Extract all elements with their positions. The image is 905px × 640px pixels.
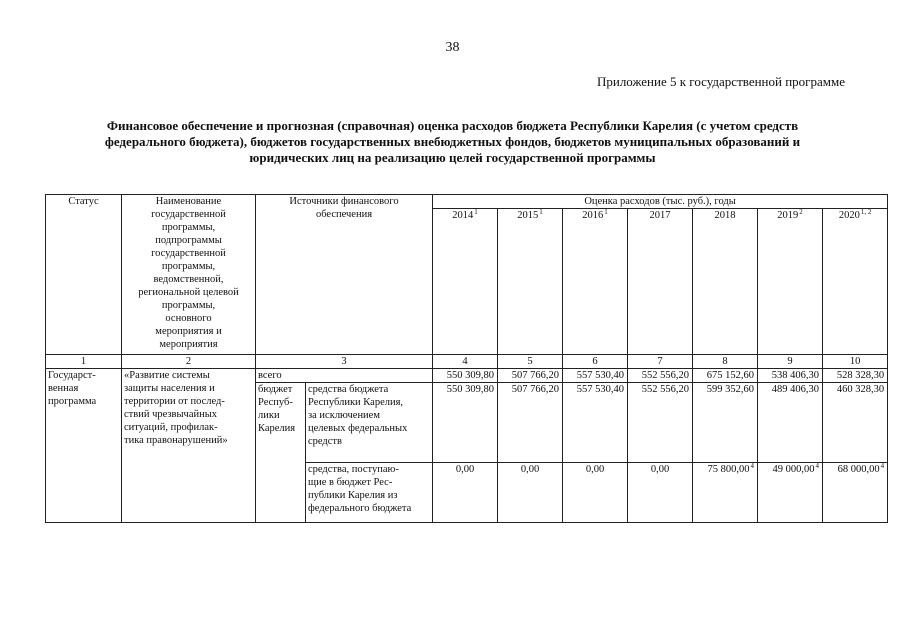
column-number: 4 — [433, 355, 498, 369]
value-cell — [563, 369, 628, 383]
year-label: 2020 — [838, 210, 860, 221]
value-number: 0,00 — [455, 464, 475, 475]
footnote-marker: 1 — [604, 208, 608, 216]
value-cell — [823, 383, 888, 463]
year-label: 2015 — [517, 210, 539, 221]
program-name: «Развитие системы защиты населения и территории от послед- ствий чрезвычайных ситуаций, профилак- тика правонарушений» — [122, 369, 256, 523]
value-number: 550 309,80 — [446, 384, 495, 395]
column-number: 9 — [758, 355, 823, 369]
header-name: Наименование государственной программы, подпрограммы государственной программы, ведомственной, региональной целевой программы, основного мероприятия и мероприятия — [122, 195, 256, 355]
value-cell — [823, 369, 888, 383]
footnote-marker: 4 — [815, 462, 820, 470]
value-number: 0,00 — [585, 464, 605, 475]
year-label: 2016 — [582, 210, 604, 221]
value-cell — [628, 463, 693, 523]
column-number: 5 — [498, 355, 563, 369]
program-status: Государст- венная программа — [46, 369, 122, 523]
footnote-marker: 4 — [880, 462, 885, 470]
value-cell — [433, 369, 498, 383]
title-line: юридических лиц на реализацию целей государственной программы — [249, 150, 656, 165]
value-number: 552 556,20 — [641, 384, 690, 395]
value-cell — [563, 383, 628, 463]
value-cell — [498, 383, 563, 463]
year-label: 2014 — [452, 210, 474, 221]
appendix-label: Приложение 5 к государственной программе — [596, 74, 845, 89]
value-number: 538 406,30 — [771, 370, 820, 381]
value-cell — [628, 369, 693, 383]
value-cell — [433, 463, 498, 523]
value-cell — [693, 463, 758, 523]
value-number: 507 766,20 — [511, 384, 560, 395]
value-number: 557 530,40 — [576, 370, 625, 381]
title-line: Финансовое обеспечение и прогнозная (справочная) оценка расходов бюджета Республики Карелия (с учетом средств — [106, 118, 799, 133]
value-number: 489 406,30 — [771, 384, 820, 395]
value-number: 552 556,20 — [641, 370, 690, 381]
footnote-marker: 1 — [539, 208, 543, 216]
value-cell — [498, 369, 563, 383]
year-header — [563, 209, 628, 355]
column-number: 10 — [823, 355, 888, 369]
value-cell — [498, 463, 563, 523]
source-rk-own: средства бюджета Республики Карелия, за исключением целевых федеральных средств — [306, 383, 433, 463]
year-header — [693, 209, 758, 355]
value-number: 49 000,00 — [772, 464, 815, 475]
value-number: 550 309,80 — [446, 370, 495, 381]
footnote-marker: 1 — [474, 208, 478, 216]
value-cell — [628, 383, 693, 463]
value-number: 0,00 — [650, 464, 670, 475]
value-number: 75 800,00 — [707, 464, 750, 475]
column-number: 7 — [628, 355, 693, 369]
column-number: 8 — [693, 355, 758, 369]
source-group-rk: бюджет Респуб- лики Карелия — [256, 383, 306, 523]
value-number: 507 766,20 — [511, 370, 560, 381]
column-number: 3 — [256, 355, 433, 369]
header-sources: Источники финансового обеспечения — [256, 195, 433, 355]
footnote-marker: 1, 2 — [860, 208, 872, 216]
source-total: всего — [256, 369, 433, 383]
header-estimate: Оценка расходов (тыс. руб.), годы — [433, 195, 888, 209]
source-federal: средства, поступаю- щие в бюджет Рес- публики Карелия из федерального бюджета — [306, 463, 433, 523]
value-cell — [823, 463, 888, 523]
column-number: 2 — [122, 355, 256, 369]
title-line: федерального бюджета), бюджетов государственных внебюджетных фондов, бюджетов муниципальных образований и — [104, 134, 801, 149]
value-number: 528 328,30 — [836, 370, 885, 381]
value-cell — [758, 383, 823, 463]
column-number: 6 — [563, 355, 628, 369]
year-header — [823, 209, 888, 355]
year-header — [628, 209, 693, 355]
value-cell — [433, 383, 498, 463]
value-number: 460 328,30 — [836, 384, 885, 395]
value-cell — [693, 383, 758, 463]
value-number: 675 152,60 — [706, 370, 755, 381]
year-header — [758, 209, 823, 355]
year-header — [498, 209, 563, 355]
year-label: 2017 — [649, 210, 671, 221]
value-number: 68 000,00 — [837, 464, 880, 475]
value-number: 599 352,60 — [706, 384, 755, 395]
value-cell — [693, 369, 758, 383]
year-label: 2018 — [714, 210, 736, 221]
header-status: Статус — [46, 195, 122, 355]
financing-table — [45, 194, 888, 523]
value-cell — [758, 369, 823, 383]
year-header — [433, 209, 498, 355]
document-title — [60, 118, 845, 166]
value-cell — [758, 463, 823, 523]
footnote-marker: 4 — [750, 462, 755, 470]
page-number: 38 — [445, 40, 460, 55]
column-number: 1 — [46, 355, 122, 369]
year-label: 2019 — [777, 210, 799, 221]
value-cell — [563, 463, 628, 523]
footnote-marker: 2 — [799, 208, 803, 216]
value-number: 557 530,40 — [576, 384, 625, 395]
value-number: 0,00 — [520, 464, 540, 475]
